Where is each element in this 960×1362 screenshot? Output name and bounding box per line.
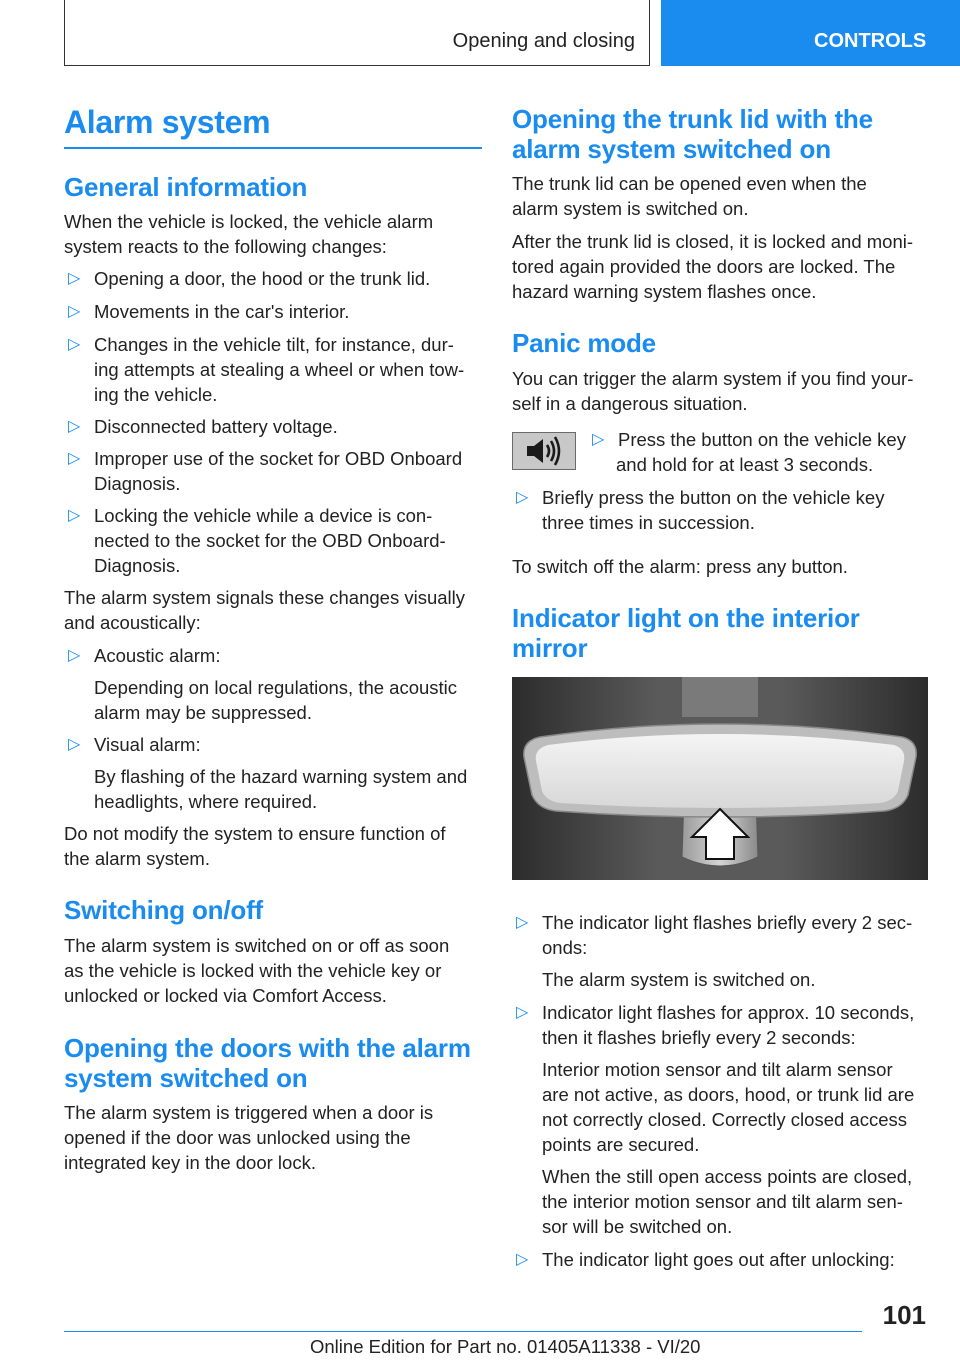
modify-line-1: Do not modify the system to ensure function of <box>64 823 446 844</box>
header-chapter-box[interactable] <box>661 0 960 66</box>
acoustic-sub-line-2: alarm may be suppressed. <box>94 702 312 723</box>
visual-sub-line-2: headlights, where required. <box>94 791 318 812</box>
bullet-triangle-icon: ▷ <box>592 431 605 448</box>
list-item-continued: ing the vehicle. <box>94 384 218 405</box>
signals-line-1: The alarm system signals these changes visually <box>64 587 466 608</box>
list-item-continued: and hold for at least 3 seconds. <box>616 454 874 475</box>
indicator-i2-sub2-line-1: When the still open access points are closed, <box>542 1166 913 1187</box>
bullet-triangle-icon: ▷ <box>68 270 81 287</box>
bullet-triangle-icon: ▷ <box>516 914 529 931</box>
trunk-heading-line-2: alarm system switched on <box>512 134 831 164</box>
panic-button-speaker-icon <box>512 432 576 470</box>
visual-sub-line-1: By flashing of the hazard warning system and <box>94 766 468 787</box>
header-section-title: Opening and closing <box>452 30 635 52</box>
general-info-heading: General information <box>64 172 308 202</box>
list-item-continued: then it flashes briefly every 2 seconds: <box>542 1027 856 1048</box>
page-title: Alarm system <box>64 104 271 140</box>
indicator-i2-sub2-line-2: the interior motion sensor and tilt alarm sen- <box>542 1191 903 1212</box>
panic-heading: Panic mode <box>512 328 656 358</box>
doors-line-1: The alarm system is triggered when a door is <box>64 1102 434 1123</box>
trunk-p2-line-1: After the trunk lid is closed, it is locked and moni- <box>512 231 914 252</box>
indicator-i2-sub1-line-1: Interior motion sensor and tilt alarm sensor <box>542 1059 893 1080</box>
trunk-p1-line-1: The trunk lid can be opened even when the <box>512 173 867 194</box>
doors-heading-line-2: system switched on <box>64 1063 308 1093</box>
trunk-p2-line-2: tored again provided the doors are locked. The <box>512 256 896 277</box>
title-rule <box>64 147 482 149</box>
indicator-i2-sub1-line-3: not correctly closed. Correctly closed access <box>542 1109 907 1130</box>
switching-line-3: unlocked or locked via Comfort Access. <box>64 985 387 1006</box>
bullet-triangle-icon: ▷ <box>68 647 81 664</box>
bullet-triangle-icon: ▷ <box>68 336 81 353</box>
panic-line-2: self in a dangerous situation. <box>512 393 748 414</box>
indicator-i1-sub: The alarm system is switched on. <box>542 969 816 990</box>
indicator-i2-sub2-line-3: sor will be switched on. <box>542 1216 733 1237</box>
trunk-heading-line-1: Opening the trunk lid with the <box>512 104 873 134</box>
interior-mirror-image <box>512 677 928 880</box>
footer-rule <box>64 1331 862 1332</box>
indicator-i2-sub1-line-4: points are secured. <box>542 1134 700 1155</box>
doors-line-3: integrated key in the door lock. <box>64 1152 316 1173</box>
indicator-heading-line-1: Indicator light on the interior <box>512 603 860 633</box>
panic-line-1: You can trigger the alarm system if you find your- <box>512 368 914 389</box>
doors-heading-line-1: Opening the doors with the alarm <box>64 1033 471 1063</box>
bullet-triangle-icon: ▷ <box>68 303 81 320</box>
bullet-triangle-icon: ▷ <box>516 1251 529 1268</box>
list-item-continued: nected to the socket for the OBD Onboard- <box>94 530 446 551</box>
bullet-triangle-icon: ▷ <box>68 450 81 467</box>
indicator-i2-sub1-line-2: are not active, as doors, hood, or trunk lid are <box>542 1084 915 1105</box>
alarm-off-text: To switch off the alarm: press any button. <box>512 556 848 577</box>
list-item-continued: ing attempts at stealing a wheel or when tow- <box>94 359 465 380</box>
header-chapter-title: CONTROLS <box>814 30 927 52</box>
list-item-continued: Diagnosis. <box>94 555 181 576</box>
switching-line-1: The alarm system is switched on or off as soon <box>64 935 450 956</box>
header-section-box <box>64 0 650 66</box>
page-number: 101 <box>882 1300 926 1330</box>
bullet-triangle-icon: ▷ <box>516 1004 529 1021</box>
switching-line-2: as the vehicle is locked with the vehicle key or <box>64 960 442 981</box>
modify-line-2: the alarm system. <box>64 848 210 869</box>
general-intro-line-2: system reacts to the following changes: <box>64 236 387 257</box>
trunk-p1-line-2: alarm system is switched on. <box>512 198 749 219</box>
bullet-triangle-icon: ▷ <box>68 736 81 753</box>
list-item-continued: onds: <box>542 937 588 958</box>
footer-edition: Online Edition for Part no. 01405A11338 - VI/20 <box>310 1336 701 1357</box>
acoustic-sub-line-1: Depending on local regulations, the acoustic <box>94 677 458 698</box>
general-intro-line-1: When the vehicle is locked, the vehicle alarm <box>64 211 434 232</box>
list-item-continued: three times in succession. <box>542 512 755 533</box>
bullet-triangle-icon: ▷ <box>68 418 81 435</box>
doors-line-2: opened if the door was unlocked using the <box>64 1127 411 1148</box>
indicator-heading-line-2: mirror <box>512 633 588 663</box>
bullet-triangle-icon: ▷ <box>68 507 81 524</box>
trunk-p2-line-3: hazard warning system flashes once. <box>512 281 817 302</box>
list-item-continued: Diagnosis. <box>94 473 181 494</box>
bullet-triangle-icon: ▷ <box>516 489 529 506</box>
signals-line-2: and acoustically: <box>64 612 201 633</box>
switching-heading: Switching on/off <box>64 895 263 925</box>
